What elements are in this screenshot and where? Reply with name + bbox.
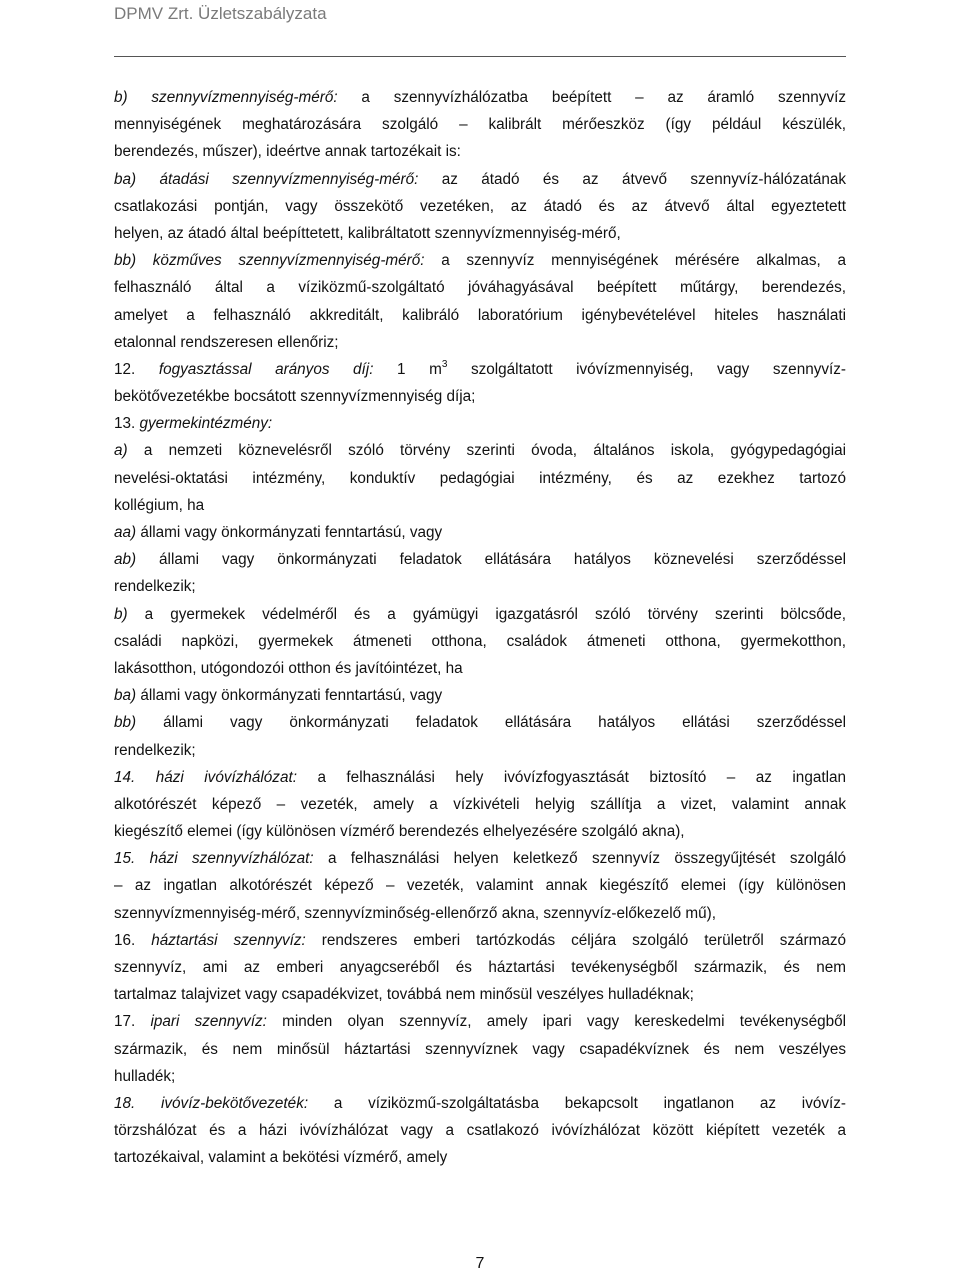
text-run: 12. bbox=[114, 360, 159, 378]
text-run: berendezés, műszer), ideértve annak tartozékait is: bbox=[114, 143, 461, 161]
text-run: állami vagy önkormányzati feladatok ellátására hatályos köznevelési szerződéssel bbox=[136, 551, 846, 569]
text-line bbox=[114, 1090, 846, 1117]
text-line bbox=[114, 220, 846, 247]
text-run: az átadó és az átvevő szennyvíz-hálózatának bbox=[418, 170, 846, 188]
text-run: állami vagy önkormányzati fenntartású, vagy bbox=[136, 687, 443, 705]
text-line bbox=[114, 1144, 846, 1171]
header-divider bbox=[114, 56, 846, 57]
text-run: szennyvízmennyiség-mérő, szennyvízminőség-ellenőrző akna, szennyvíz-előkezelő mű), bbox=[114, 904, 716, 922]
text-run: 13. bbox=[114, 415, 140, 433]
document-body bbox=[114, 84, 846, 1172]
text-line bbox=[114, 573, 846, 600]
text-run: szolgáltatott ivóvízmennyiség, vagy szennyvíz- bbox=[447, 360, 846, 378]
text-line bbox=[114, 1036, 846, 1063]
defined-term: ba) átadási szennyvízmennyiség-mérő: bbox=[114, 170, 419, 188]
defined-term: háztartási szennyvíz: bbox=[151, 931, 306, 949]
defined-term: 14. házi ivóvízhálózat: bbox=[114, 768, 297, 786]
defined-term: b) bbox=[114, 605, 128, 623]
text-run: a szennyvíz mennyiségének mérésére alkalmas, a bbox=[424, 252, 846, 270]
text-run: kiegészítő elemei (így különösen vízmérő berendezés elhelyezésére szolgáló akna), bbox=[114, 823, 685, 841]
defined-term: a) bbox=[114, 442, 128, 460]
defined-term: gyermekintézmény: bbox=[139, 415, 273, 433]
text-run: családi napközi, gyermekek átmeneti otthona, családok átmeneti otthona, gyermekotthon, bbox=[114, 632, 846, 650]
text-line bbox=[114, 709, 846, 736]
defined-term: 18. ivóvíz-bekötővezeték: bbox=[114, 1094, 309, 1112]
text-run: helyen, az átadó által beépíttetett, kalibráltatott szennyvízmennyiség-mérő, bbox=[114, 224, 621, 242]
text-run: rendszeres emberi tartózkodás céljára szolgáló területről származó bbox=[305, 931, 846, 949]
text-run: a szennyvízhálózatba beépített – az áramló szennyvíz bbox=[337, 89, 846, 106]
text-line bbox=[114, 329, 846, 356]
text-line bbox=[114, 410, 846, 437]
text-line bbox=[114, 764, 846, 791]
text-line bbox=[114, 818, 846, 845]
text-line bbox=[114, 954, 846, 981]
text-line bbox=[114, 845, 846, 872]
text-run: lakásotthon, utógondozói otthon és javítóintézet, ha bbox=[114, 659, 463, 677]
defined-term: ipari szennyvíz: bbox=[150, 1013, 267, 1031]
text-run: rendelkezik; bbox=[114, 578, 196, 596]
defined-term: fogyasztással arányos díj: bbox=[158, 360, 374, 378]
text-run: állami vagy önkormányzati feladatok ellátására hatályos ellátási szerződéssel bbox=[136, 714, 846, 732]
text-run: minden olyan szennyvíz, amely ipari vagy kereskedelmi tevékenységből bbox=[266, 1013, 847, 1031]
text-line bbox=[114, 737, 846, 764]
text-run: hulladék; bbox=[114, 1067, 176, 1085]
text-line bbox=[114, 247, 846, 274]
text-run: felhasználó által a víziközmű-szolgáltató jóváhagyásával beépített műtárgy, berendezés, bbox=[114, 279, 846, 297]
running-header: DPMV Zrt. Üzletszabályzata bbox=[114, 4, 327, 23]
text-line bbox=[114, 981, 846, 1008]
defined-term: bb) közműves szennyvízmennyiség-mérő: bbox=[114, 252, 425, 270]
text-run: 1 m bbox=[373, 360, 442, 378]
text-line bbox=[114, 356, 846, 383]
text-run: állami vagy önkormányzati fenntartású, vagy bbox=[136, 524, 443, 541]
text-run: mennyiségének meghatározására szolgáló – kalibrált mérőeszköz (így például készülék, bbox=[114, 116, 846, 134]
text-run: – az ingatlan alkotórészét képező – vezeték, valamint annak kiegészítő elemei (így különösen bbox=[114, 877, 846, 895]
text-line bbox=[114, 900, 846, 927]
text-run: etalonnal rendszeresen ellenőriz; bbox=[114, 333, 339, 351]
text-run: 17. bbox=[114, 1013, 151, 1031]
page-number: 7 bbox=[475, 1255, 485, 1272]
text-line bbox=[114, 791, 846, 818]
text-line bbox=[114, 1117, 846, 1144]
text-line bbox=[114, 138, 846, 165]
defined-term: ba) bbox=[114, 687, 137, 705]
text-run: a víziközmű-szolgáltatásba bekapcsolt ingatlanon az ivóvíz- bbox=[308, 1094, 846, 1112]
text-line bbox=[114, 465, 846, 492]
text-run: csatlakozási pontján, vagy összekötő vezetéken, az átadó és az átvevő által egyeztetett bbox=[114, 197, 846, 215]
text-line bbox=[114, 437, 846, 464]
text-line bbox=[114, 1063, 846, 1090]
defined-term: aa) bbox=[114, 524, 137, 541]
text-line bbox=[114, 302, 846, 329]
text-line bbox=[114, 872, 846, 899]
defined-term: 15. házi szennyvízhálózat: bbox=[114, 850, 314, 868]
text-line bbox=[114, 546, 846, 573]
text-run: a gyermekek védelméről és a gyámügyi igazgatásról szóló törvény szerinti bölcsőde, bbox=[127, 605, 846, 623]
text-line bbox=[114, 274, 846, 301]
text-run: kollégium, ha bbox=[114, 496, 205, 514]
text-run: törzshálózat és a házi ivóvízhálózat vagy a csatlakozó ivóvízhálózat között kiépített vezeték a bbox=[114, 1122, 846, 1140]
text-run: szennyvíz, ami az emberi anyagcseréből és háztartási tevékenységből származik, és nem bbox=[114, 959, 846, 976]
text-line bbox=[114, 628, 846, 655]
text-line bbox=[114, 927, 846, 954]
text-run: tartozékaival, valamint a bekötési vízmérő, amely bbox=[114, 1149, 448, 1167]
text-run: alkotórészét képező – vezeték, amely a vízkivételi helyig szállítja a vizet, valamint annak bbox=[114, 795, 846, 813]
superscript: 3 bbox=[441, 358, 448, 370]
defined-term: b) szennyvízmennyiség-mérő: bbox=[114, 89, 338, 106]
text-run: származik, és nem minősül háztartási szennyvíznek vagy csapadékvíznek és nem veszélyes bbox=[114, 1040, 846, 1058]
text-run: tartalmaz talajvizet vagy csapadékvizet, továbbá nem minősül veszélyes hulladéknak; bbox=[114, 986, 694, 1004]
text-line bbox=[114, 492, 846, 519]
text-line bbox=[114, 166, 846, 193]
text-run: amelyet a felhasználó akkreditált, kalibráló laboratórium igénybevételével hiteles használati bbox=[114, 306, 846, 324]
text-run: 16. bbox=[114, 931, 152, 949]
text-run: rendelkezik; bbox=[114, 741, 196, 759]
defined-term: bb) bbox=[114, 714, 137, 732]
text-line bbox=[114, 383, 846, 410]
text-line bbox=[114, 682, 846, 709]
text-run: a felhasználási helyen keletkező szennyvíz összegyűjtését szolgáló bbox=[313, 850, 846, 868]
text-line bbox=[114, 193, 846, 220]
text-run: nevelési-oktatási intézmény, konduktív pedagógiai intézmény, és az ezekhez tartozó bbox=[114, 469, 846, 487]
defined-term: ab) bbox=[114, 551, 137, 569]
text-line bbox=[114, 84, 846, 111]
text-line bbox=[114, 111, 846, 138]
text-line bbox=[114, 519, 846, 546]
text-line bbox=[114, 1008, 846, 1035]
text-run: bekötővezetékbe bocsátott szennyvízmennyiség díja; bbox=[114, 388, 476, 406]
text-line bbox=[114, 601, 846, 628]
text-run: a nemzeti köznevelésről szóló törvény szerinti óvoda, általános iskola, gyógypedagógiai bbox=[127, 442, 846, 460]
text-run: a felhasználási hely ivóvízfogyasztását biztosító – az ingatlan bbox=[296, 768, 846, 786]
text-line bbox=[114, 655, 846, 682]
